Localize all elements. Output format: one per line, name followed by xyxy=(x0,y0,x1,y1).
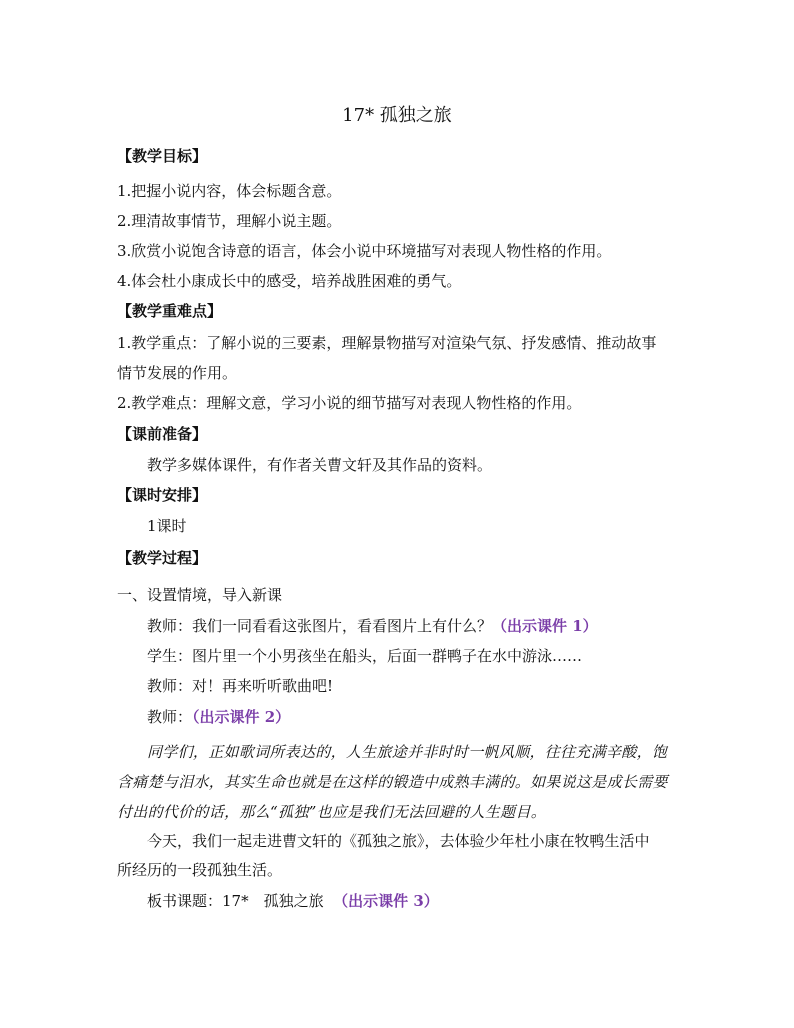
poem-line-2: 含痛楚与泪水，其实生命也就是在这样的锻造中成熟丰满的。如果说这是成长需要 xyxy=(117,773,668,791)
teacher-line-1-text: 教师：我们一同看看这张图片，看看图片上有什么？ xyxy=(147,617,493,635)
board-title-text: 板书课题：17* 孤独之旅 xyxy=(147,892,324,910)
teacher-line-3-text: 教师： xyxy=(147,708,193,726)
courseware-note-1: （出示课件 1） xyxy=(492,617,598,635)
goal-item-3: 3.欣赏小说饱含诗意的语言，体会小说中环境描写对表现人物性格的作用。 xyxy=(117,242,612,260)
section-heading-schedule: 【课时安排】 xyxy=(117,486,208,504)
process-step-1: 一、设置情境，导入新课 xyxy=(117,586,283,604)
goal-item-2: 2.理清故事情节，理解小说主题。 xyxy=(117,212,342,230)
today-line-1: 今天，我们一起走进曹文轩的《孤独之旅》，去体验少年杜小康在牧鸭生活中 xyxy=(147,832,650,850)
today-line-2: 所经历的一段孤独生活。 xyxy=(117,861,283,879)
section-heading-prep: 【课前准备】 xyxy=(117,425,208,443)
teacher-line-2: 教师：对！再来听听歌曲吧! xyxy=(147,677,334,695)
goal-item-1: 1.把握小说内容，体会标题含意。 xyxy=(117,182,342,200)
section-heading-keypoints: 【教学重难点】 xyxy=(117,302,223,320)
student-line-1: 学生：图片里一个小男孩坐在船头，后面一群鸭子在水中游泳…… xyxy=(147,647,583,665)
poem-line-1: 同学们，正如歌词所表达的，人生旅途并非时时一帆风顺，往往充满辛酸，饱 xyxy=(147,743,668,761)
goal-item-4: 4.体会杜小康成长中的感受，培养战胜困难的勇气。 xyxy=(117,272,462,290)
schedule-text: 1课时 xyxy=(147,517,187,535)
prep-text: 教学多媒体课件，有作者关曹文轩及其作品的资料。 xyxy=(147,456,493,474)
keypoint-2: 2.教学难点：理解文意，学习小说的细节描写对表现人物性格的作用。 xyxy=(117,394,582,412)
teacher-line-1 xyxy=(147,616,717,636)
keypoint-1: 1.教学重点：了解小说的三要素，理解景物描写对渲染气氛、抒发感情、推动故事 xyxy=(117,334,657,352)
courseware-note-3: （出示课件 3） xyxy=(333,892,439,910)
keypoint-1-continued: 情节发展的作用。 xyxy=(117,364,238,382)
poem-line-3: 付出的代价的话，那么“孤独”也应是我们无法回避的人生题目。 xyxy=(117,803,547,821)
board-title-line xyxy=(147,891,717,911)
section-heading-goals: 【教学目标】 xyxy=(117,147,208,165)
teacher-line-3 xyxy=(147,707,717,727)
courseware-note-2: （出示课件 2） xyxy=(192,708,291,726)
section-heading-process: 【教学过程】 xyxy=(117,549,208,567)
page-title: 17* 孤独之旅 xyxy=(342,105,452,126)
